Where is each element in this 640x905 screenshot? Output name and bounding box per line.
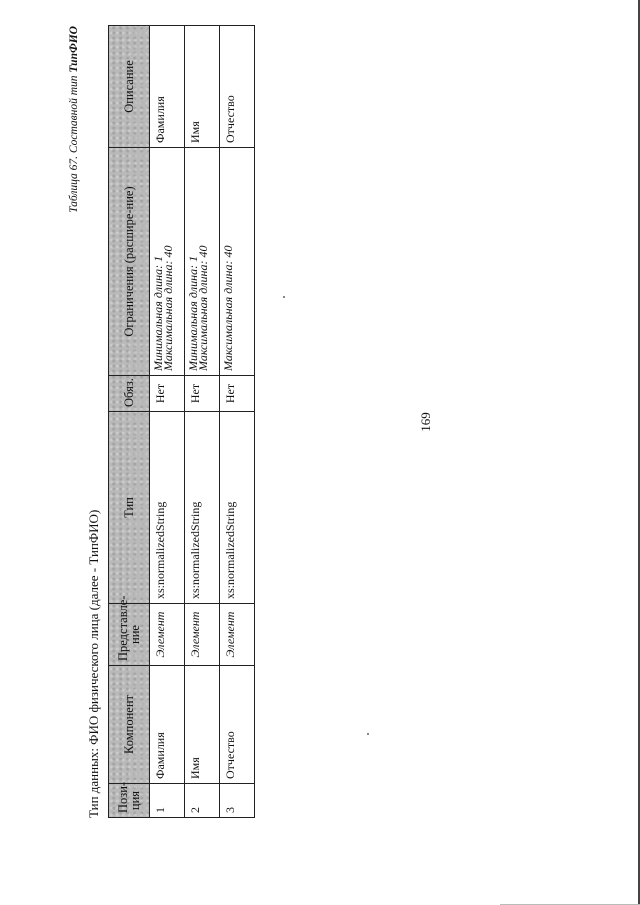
cell-position: 2 (185, 784, 220, 818)
cell-type: xs:normalizedString (150, 412, 185, 604)
restriction-line: Максимальная длина: 40 (221, 245, 235, 371)
table-caption-name: ТипФИО (68, 26, 80, 73)
cell-restrictions (185, 148, 220, 376)
data-table (108, 25, 255, 818)
cell-representation: Элемент (150, 604, 185, 666)
table-header-row (109, 26, 150, 818)
cell-required: Нет (150, 376, 185, 412)
cell-component: Отчество (220, 666, 255, 784)
restriction-line: Максимальная длина: 40 (196, 245, 210, 371)
table-row (220, 26, 255, 818)
cell-required: Нет (185, 376, 220, 412)
cell-description: Имя (185, 26, 220, 148)
restriction-line: Минимальная длина: 1 (186, 255, 200, 371)
rotated-content (68, 26, 330, 818)
cell-component: Фамилия (150, 666, 185, 784)
heading-row (68, 26, 108, 818)
header-component: Компонент (109, 666, 150, 784)
page-number: 169 (417, 412, 433, 432)
cell-description: Фамилия (150, 26, 185, 148)
cell-type: xs:normalizedString (185, 412, 220, 604)
table-caption (68, 26, 80, 213)
header-restrictions: Ограничения (расшире-ние) (109, 148, 150, 376)
cell-restrictions (220, 148, 255, 376)
cell-position: 1 (150, 784, 185, 818)
header-position: Пози-ция (109, 784, 150, 818)
restriction-line: Максимальная длина: 40 (161, 245, 175, 371)
cell-component: Имя (185, 666, 220, 784)
cell-position: 3 (220, 784, 255, 818)
cell-description: Отчество (220, 26, 255, 148)
table-row (185, 26, 220, 818)
cell-restrictions (150, 148, 185, 376)
restriction-line: Минимальная длина: 1 (151, 255, 165, 371)
cell-representation: Элемент (185, 604, 220, 666)
cell-representation: Элемент (220, 604, 255, 666)
header-description: Описание (109, 26, 150, 148)
table-row (150, 26, 185, 818)
header-type: Тип (109, 412, 150, 604)
scan-speck (367, 733, 369, 735)
header-representation: Представле-ние (109, 604, 150, 666)
cell-required: Нет (220, 376, 255, 412)
datatype-title: Тип данных: ФИО физического лица (далее - ТипФИО) (86, 509, 101, 818)
header-required: Обяз. (109, 376, 150, 412)
table-caption-prefix: Таблица 67. Составной тип (68, 72, 80, 213)
cell-type: xs:normalizedString (220, 412, 255, 604)
